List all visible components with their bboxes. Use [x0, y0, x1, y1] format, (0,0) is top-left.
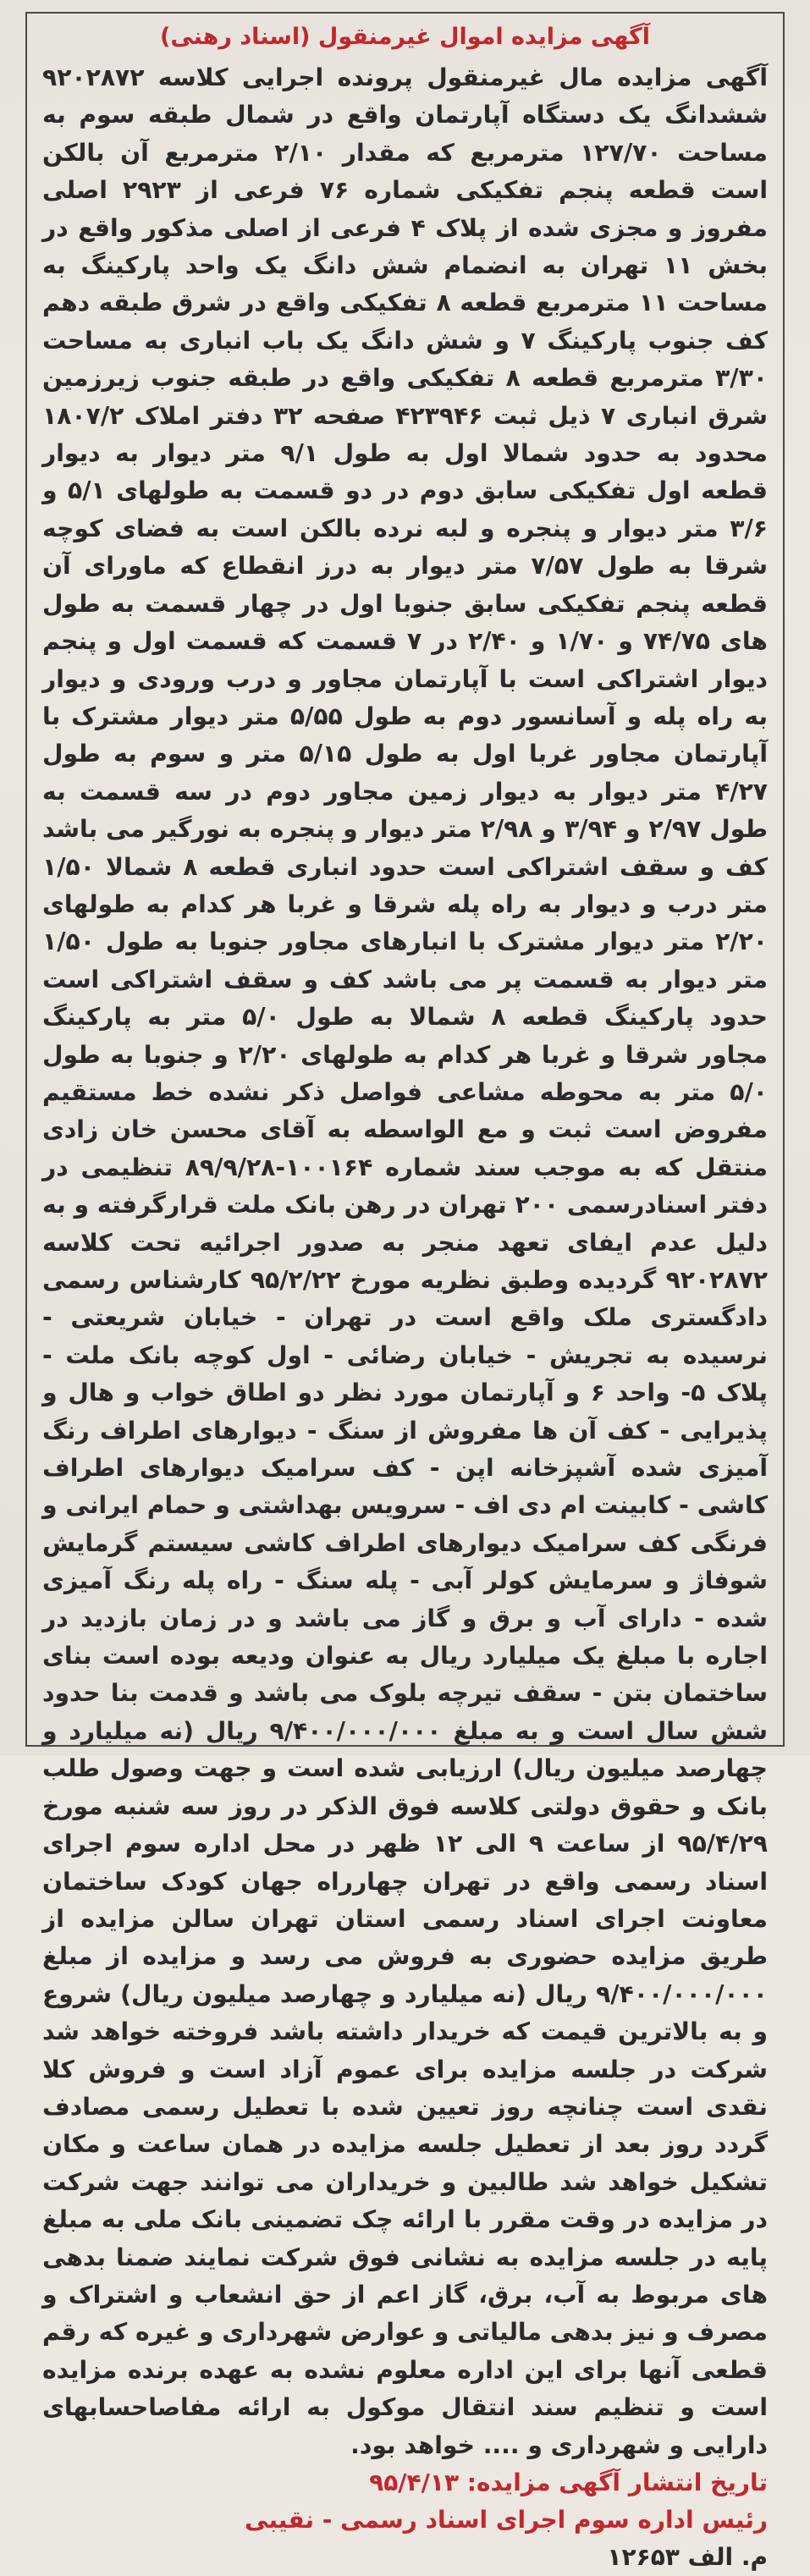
notice-footer [42, 2464, 768, 2576]
notice-frame [25, 12, 785, 2571]
notice-title: آگهی مزایده اموال غیرمنقول (اسناد رهنی) [159, 24, 650, 50]
publish-date: تاریخ انتشار آگهی مزایده: ۹۵/۴/۱۳ [369, 2469, 768, 2496]
reference-number: م. الف ۱۲۶۵۳ [607, 2543, 768, 2571]
signature: رئیس اداره سوم اجرای اسناد رسمی - نقیبی [245, 2506, 768, 2534]
notice-body: آگهی مزایده مال غیرمنقول پرونده اجرایی کلاسه ۹۲۰۲۸۷۲ ششدانگ یک دستگاه آپارتمان واقع در شمال طبقه سوم به مساحت ۱۲۷/۷۰ مترمربع که مقدار ۲/۱۰ مترمربع آن بالکن است قطعه پنجم تفکیکی شماره ۷۶ فرعی از ۲۹۲۳ اصلی مفروز و مجزی شده از پلاک ۴ فرعی از اصلی مذکور واقع در بخش ۱۱ تهران به انضمام شش دانگ یک واحد پارکینگ به مساحت ۱۱ مترمربع قطعه ۸ تفکیکی واقع در شرق طبقه دهم کف جنوب پارکینگ ۷ و شش دانگ یک باب انباری به مساحت ۳/۳۰ مترمربع قطعه ۸ تفکیکی واقع در طبقه جنوب زیرزمین شرق انباری ۷ ذیل ثبت ۴۲۳۹۴۶ صفحه ۳۲ دفتر املاک ۱۸۰۷/۲ محدود به حدود شمالا اول به طول ۹/۱ متر دیوار به دیوار قطعه اول تفکیکی سابق دوم در دو قسمت به طولهای ۵/۱ و ۳/۶ متر دیوار و پنجره و لبه نرده بالکن است به فضای کوچه شرقا به طول ۷/۵۷ متر دیوار به درز انقطاع که ماورای آن قطعه پنجم تفکیکی سابق جنوبا اول در چهار قسمت به طول های ۷۴/۷۵ و ۱/۷۰ و ۲/۴۰ در ۷ قسمت که قسمت اول و پنجم دیوار اشتراکی است با آپارتمان مجاور و درب ورودی و دیوار به راه پله و آسانسور دوم به طول ۵/۵۵ متر دیوار مشترک با آپارتمان مجاور غربا اول به طول ۵/۱۵ متر و سوم به طول ۴/۲۷ متر دیوار به دیوار زمین مجاور دوم در سه قسمت به طول ۲/۹۷ و ۳/۹۴ و ۲/۹۸ متر دیوار و پنجره به نورگیر می باشد کف و سقف اشتراکی است حدود انباری قطعه ۸ شمالا ۱/۵۰ متر درب و دیوار به راه پله شرقا و غربا هر کدام به طولهای ۲/۲۰ متر دیوار مشترک با انبارهای مجاور جنوبا به طول ۱/۵۰ متر دیوار به قسمت پر می باشد کف و سقف اشتراکی است حدود پارکینگ قطعه ۸ شمالا به طول ۵/۰ متر به پارکینگ مجاور شرقا و غربا هر کدام به طولهای ۲/۲۰ و جنوبا به طول ۵/۰ متر به محوطه مشاعی فواصل ذکر نشده خط مستقیم مفروض است ثبت و مع الواسطه به آقای محسن خان زادی منتقل که به موجب سند شماره ۱۰۰۱۶۴-۸۹/۹/۲۸ تنظیمی در دفتر اسنادرسمی ۲۰۰ تهران در رهن بانک ملت قرارگرفته و به دلیل عدم ایفای تعهد منجر به صدور اجرائیه تحت کلاسه ۹۲۰۲۸۷۲ گردیده وطبق نظریه مورخ ۹۵/۲/۲۲ کارشناس رسمی دادگستری ملک واقع است در تهران - خیابان شریعتی - نرسیده به تجریش - خیابان رضائی - اول کوچه بانک ملت - پلاک ۵- واحد ۶ و آپارتمان مورد نظر دو اطاق خواب و هال و پذیرایی - کف آن ها مفروش از سنگ - دیوارهای اطراف رنگ آمیزی شده آشپزخانه اپن - کف سرامیک دیوارهای اطراف کاشی - کابینت ام دی اف - سرویس بهداشتی و حمام ایرانی و فرنگی کف سرامیک دیوارهای اطراف کاشی سیستم گرمایش شوفاژ و سرمایش کولر آبی - پله سنگ - راه پله رنگ آمیزی شده - دارای آب و برق و گاز می باشد و در زمان بازدید در اجاره با مبلغ یک میلیارد ریال به عنوان ودیعه بوده است بنای ساختمان بتن - سقف تیرچه بلوک می باشد و قدمت بنا حدود شش سال است و به مبلغ ۹/۴۰۰/۰۰۰/۰۰۰ ریال (نه میلیارد و چهارصد میلیون ریال) ارزیابی شده است و جهت وصول طلب بانک و حقوق دولتی کلاسه فوق الذکر در روز سه شنبه مورخ ۹۵/۴/۲۹ از ساعت ۹ الی ۱۲ ظهر در محل اداره سوم اجرای اسناد رسمی واقع در تهران چهارراه جهان کودک ساختمان معاونت اجرای اسناد رسمی استان تهران سالن مزایده از طریق مزایده حضوری به فروش می رسد و مزایده از مبلغ ۹/۴۰۰/۰۰۰/۰۰۰ ریال (نه میلیارد و چهارصد میلیون ریال) شروع و به بالاترین قیمت که خریدار داشته باشد فروخته خواهد شد شرکت در جلسه مزایده برای عموم آزاد است و فروش کلا نقدی است چنانچه روز تعیین شده با تعطیل رسمی مصادف گردد روز بعد از تعطیل جلسه مزایده در همان ساعت و مکان تشکیل خواهد شد طالبین و خریداران می توانند جهت شرکت در مزایده در وقت مقرر با ارائه چک تضمینی بانک ملی به مبلغ پایه در جلسه مزایده به نشانی فوق شرکت نمایند ضمنا بدهی های مربوط به آب، برق، گاز اعم از حق انشعاب و اشتراک و مصرف و نیز بدهی مالیاتی و عوارض شهرداری و غیره که رقم قطعی آنها برای این اداره معلوم نشده به عهده برنده مزایده است و تنظیم سند انتقال موکول به ارائه مفاصاحسابهای دارایی و شهرداری و .... خواهد بود. [42, 63, 769, 2459]
